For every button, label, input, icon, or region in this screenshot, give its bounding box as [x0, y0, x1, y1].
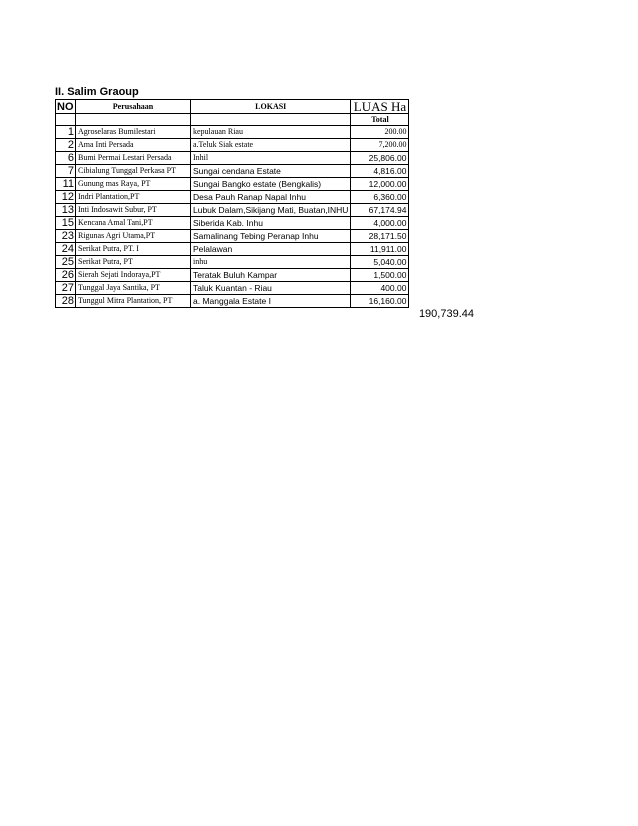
row-no: 27: [56, 282, 76, 295]
table-row: [56, 256, 409, 269]
table-row: [56, 282, 409, 295]
row-perusahaan: Serikat Putra, PT. I: [76, 243, 191, 256]
row-no: 24: [56, 243, 76, 256]
table-row: [56, 165, 409, 178]
header-perusahaan: Perusahaan: [76, 100, 191, 114]
header-luas: LUAS Ha: [351, 100, 409, 114]
subheader-empty: [191, 114, 351, 126]
row-luas: 7,200.00: [351, 139, 409, 152]
row-no: 12: [56, 191, 76, 204]
table-row: [56, 230, 409, 243]
row-no: 13: [56, 204, 76, 217]
row-luas: 25,806.00: [351, 152, 409, 165]
row-no: 28: [56, 295, 76, 308]
section-title: II. Salim Graoup: [55, 86, 139, 98]
table-row: [56, 191, 409, 204]
row-lokasi: kepulauan Riau: [191, 126, 351, 139]
table-row: [56, 269, 409, 282]
row-luas: 4,816.00: [351, 165, 409, 178]
row-lokasi: Taluk Kuantan - Riau: [191, 282, 351, 295]
row-no: 11: [56, 178, 76, 191]
row-no: 1: [56, 126, 76, 139]
row-luas: 28,171.50: [351, 230, 409, 243]
subheader-row: [56, 114, 409, 126]
row-perusahaan: Tunggul Mitra Plantation, PT: [76, 295, 191, 308]
header-row: [56, 100, 409, 114]
row-perusahaan: Serikat Putra, PT: [76, 256, 191, 269]
table-row: [56, 295, 409, 308]
row-no: 23: [56, 230, 76, 243]
row-luas: 67,174.94: [351, 204, 409, 217]
row-perusahaan: Sierah Sejati Indoraya,PT: [76, 269, 191, 282]
header-no: NO: [57, 100, 74, 113]
header-lokasi: LOKASI: [191, 100, 351, 114]
row-lokasi: Lubuk Dalam,Sikijang Mati, Buatan,INHU: [191, 204, 351, 217]
table-row: [56, 126, 409, 139]
row-perusahaan: Ama Inti Persada: [76, 139, 191, 152]
row-luas: 6,360.00: [351, 191, 409, 204]
row-no: 7: [56, 165, 76, 178]
row-lokasi: Siberida Kab. Inhu: [191, 217, 351, 230]
row-no: 26: [56, 269, 76, 282]
row-perusahaan: Gunung mas Raya, PT: [76, 178, 191, 191]
row-luas: 200.00: [351, 126, 409, 139]
row-no: 2: [56, 139, 76, 152]
table-row: [56, 204, 409, 217]
row-luas: 1,500.00: [351, 269, 409, 282]
row-perusahaan: Agroselaras Bumilestari: [76, 126, 191, 139]
plantation-table: [55, 99, 409, 308]
row-perusahaan: Tunggal Jaya Santika, PT: [76, 282, 191, 295]
row-lokasi: inhu: [191, 256, 351, 269]
row-lokasi: Teratak Buluh Kampar: [191, 269, 351, 282]
subheader-empty: [76, 114, 191, 126]
row-luas: 12,000.00: [351, 178, 409, 191]
row-lokasi: Pelalawan: [191, 243, 351, 256]
row-lokasi: Inhil: [191, 152, 351, 165]
grand-total: 190,739.44: [418, 308, 474, 320]
row-lokasi: a.Teluk Siak estate: [191, 139, 351, 152]
spreadsheet: [55, 86, 474, 320]
row-luas: 4,000.00: [351, 217, 409, 230]
row-lokasi: Sungai cendana Estate: [191, 165, 351, 178]
row-no: 15: [56, 217, 76, 230]
table-row: [56, 243, 409, 256]
row-lokasi: a. Manggala Estate I: [191, 295, 351, 308]
table-row: [56, 152, 409, 165]
row-perusahaan: Indri Plantation,PT: [76, 191, 191, 204]
row-lokasi: Samalinang Tebing Peranap Inhu: [191, 230, 351, 243]
subheader-empty: [56, 114, 76, 126]
row-luas: 11,911.00: [351, 243, 409, 256]
row-no: 6: [56, 152, 76, 165]
row-perusahaan: Inti Indosawit Subur, PT: [76, 204, 191, 217]
row-perusahaan: Cibialung Tunggal Perkasa PT: [76, 165, 191, 178]
table-body: [56, 126, 409, 308]
subheader-total: Total: [351, 114, 409, 126]
row-perusahaan: Kencana Amal Tani,PT: [76, 217, 191, 230]
row-luas: 5,040.00: [351, 256, 409, 269]
row-perusahaan: Rigunas Agri Utama,PT: [76, 230, 191, 243]
table-row: [56, 139, 409, 152]
row-no: 25: [56, 256, 76, 269]
row-perusahaan: Bumi Permai Lestari Persada: [76, 152, 191, 165]
row-luas: 16,160.00: [351, 295, 409, 308]
table-row: [56, 217, 409, 230]
row-luas: 400.00: [351, 282, 409, 295]
row-lokasi: Desa Pauh Ranap Napal Inhu: [191, 191, 351, 204]
table-row: [56, 178, 409, 191]
row-lokasi: Sungai Bangko estate (Bengkalis): [191, 178, 351, 191]
